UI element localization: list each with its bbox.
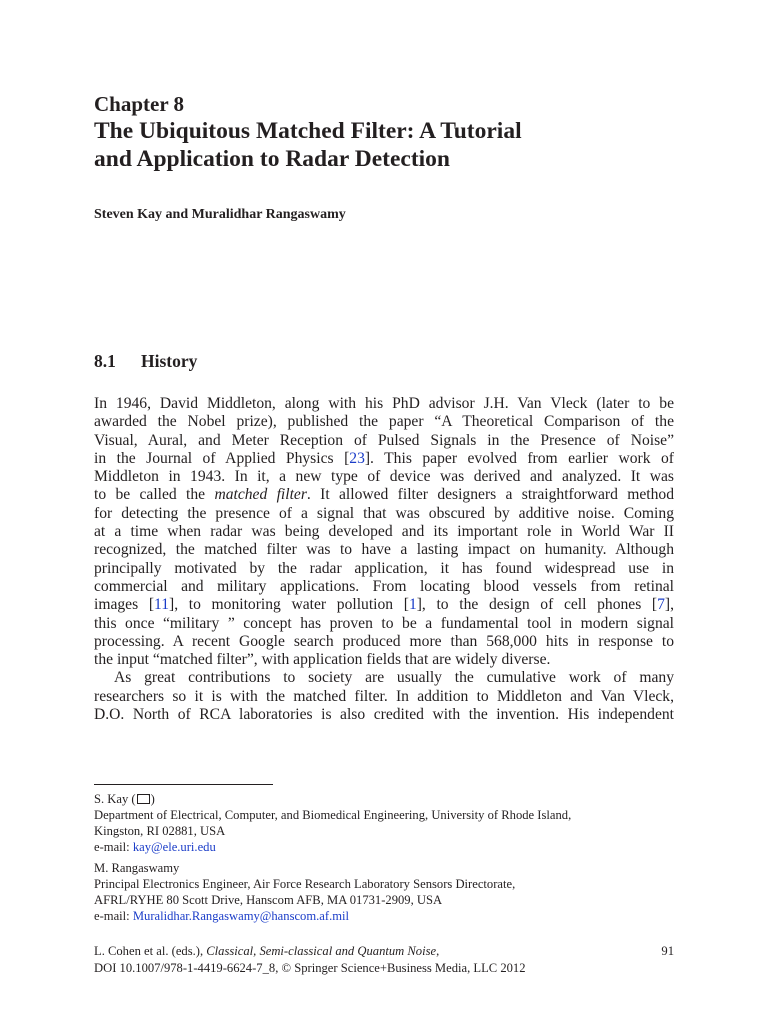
body-line: awarded the Nobel prize), published the paper “A Theoretical Comparison of the [94, 413, 674, 431]
body-line [94, 596, 674, 614]
body-line-text: ], [664, 596, 675, 614]
citation-line-1 [94, 943, 674, 959]
body-text [94, 395, 674, 724]
footnote-kay-affiliation: Department of Electrical, Computer, and Biomedical Engineering, University of Rhode Island, [94, 808, 572, 822]
body-line: researchers so it is with the matched filter. In addition to Middleton and Van Vleck, [94, 687, 674, 705]
citation-line-2: DOI 10.1007/978-1-4419-6624-7_8, © Springer Science+Business Media, LLC 2012 [94, 961, 526, 975]
body-line: Visual, Aural, and Meter Reception of Pulsed Signals in the Presence of Noise” [94, 431, 674, 449]
citation-punct: , [436, 944, 440, 958]
body-line-text: images [ [94, 596, 155, 614]
footnote-kay-email-row [94, 839, 694, 855]
page-number: 91 [661, 944, 674, 958]
email-label: e-mail: [94, 840, 133, 854]
body-line: D.O. North of RCA laboratories is also credited with the invention. His independent [94, 706, 674, 724]
footnote-kay [94, 791, 694, 855]
footnote-divider [94, 784, 273, 785]
body-line-text: ]. This paper evolved from earlier work of [364, 449, 674, 467]
envelope-icon [137, 794, 150, 804]
email-link-rangaswamy[interactable]: Muralidhar.Rangaswamy@hanscom.af.mil [132, 909, 350, 923]
body-line: at a time when radar was being developed and its important role in World War II [94, 523, 674, 541]
citation-link-1[interactable]: 1 [408, 596, 417, 614]
footnote-rangaswamy-name: M. Rangaswamy [94, 861, 180, 875]
footnote-rangaswamy-title: Principal Electronics Engineer, Air Force Research Laboratory Sensors Directorate, [94, 877, 516, 891]
emphasis-matched-filter: matched filter [214, 486, 307, 504]
chapter-label: Chapter 8 [94, 92, 185, 116]
body-line-text: in the Journal of Applied Physics [ [94, 449, 350, 467]
citation-link-11[interactable]: 11 [154, 596, 170, 614]
author-name-close: ) [150, 792, 155, 806]
citation-link-23[interactable]: 23 [349, 449, 365, 467]
email-link-kay[interactable]: kay@ele.uri.edu [132, 840, 216, 854]
footnote-rangaswamy-email-row [94, 908, 694, 924]
citation-link-7[interactable]: 7 [657, 596, 665, 614]
footnote-rangaswamy-address: AFRL/RYHE 80 Scott Drive, Hanscom AFB, MA 01731-2909, USA [94, 893, 443, 907]
chapter-title-line-2: and Application to Radar Detection [94, 146, 450, 172]
section-number: 8.1 [94, 351, 116, 371]
email-label: e-mail: [94, 909, 133, 923]
author-name: S. Kay ( [94, 792, 136, 806]
section-heading [94, 350, 197, 372]
body-line: As great contributions to society are usually the cumulative work of many [114, 669, 674, 687]
body-line [94, 450, 674, 468]
body-line-text: ], to monitoring water pollution [ [169, 596, 409, 614]
body-line: principally motivated by the radar application, it has found widespread use in [94, 559, 674, 577]
authors: Steven Kay and Muralidhar Rangaswamy [94, 207, 346, 222]
footnote-rangaswamy [94, 860, 694, 924]
body-line: processing. A recent Google search produced more than 568,000 hits in response to [94, 632, 674, 650]
footnote-kay-city: Kingston, RI 02881, USA [94, 824, 226, 838]
chapter-title [94, 117, 694, 173]
body-line [94, 486, 674, 504]
body-line: this once “military ” concept has proven to be a fundamental tool in modern signal [94, 614, 674, 632]
citation-book-title: Classical, Semi-classical and Quantum Noise [206, 944, 437, 958]
footnote-kay-name [94, 791, 694, 807]
body-line: the input “matched filter”, with application fields that are widely diverse. [94, 651, 551, 669]
body-line-text: to be called the [94, 486, 215, 504]
body-line: Middleton in 1943. In it, a new type of device was derived and analyzed. It was [94, 468, 674, 486]
section-title: History [141, 351, 198, 371]
body-line: for detecting the presence of a signal that was obscured by additive noise. Coming [94, 504, 674, 522]
chapter-title-line-1: The Ubiquitous Matched Filter: A Tutorial [94, 118, 522, 144]
body-line-text: . It allowed filter designers a straightforward method [306, 486, 675, 504]
body-line: In 1946, David Middleton, along with his PhD advisor J.H. Van Vleck (later to be [94, 395, 674, 412]
body-line: recognized, the matched filter was to have a lasting impact on humanity. Although [94, 541, 674, 559]
body-line: commercial and military applications. From locating blood vessels from retinal [94, 577, 674, 595]
body-line-text: ], to the design of cell phones [ [416, 596, 658, 614]
citation-editors: L. Cohen et al. (eds.), [94, 944, 207, 958]
